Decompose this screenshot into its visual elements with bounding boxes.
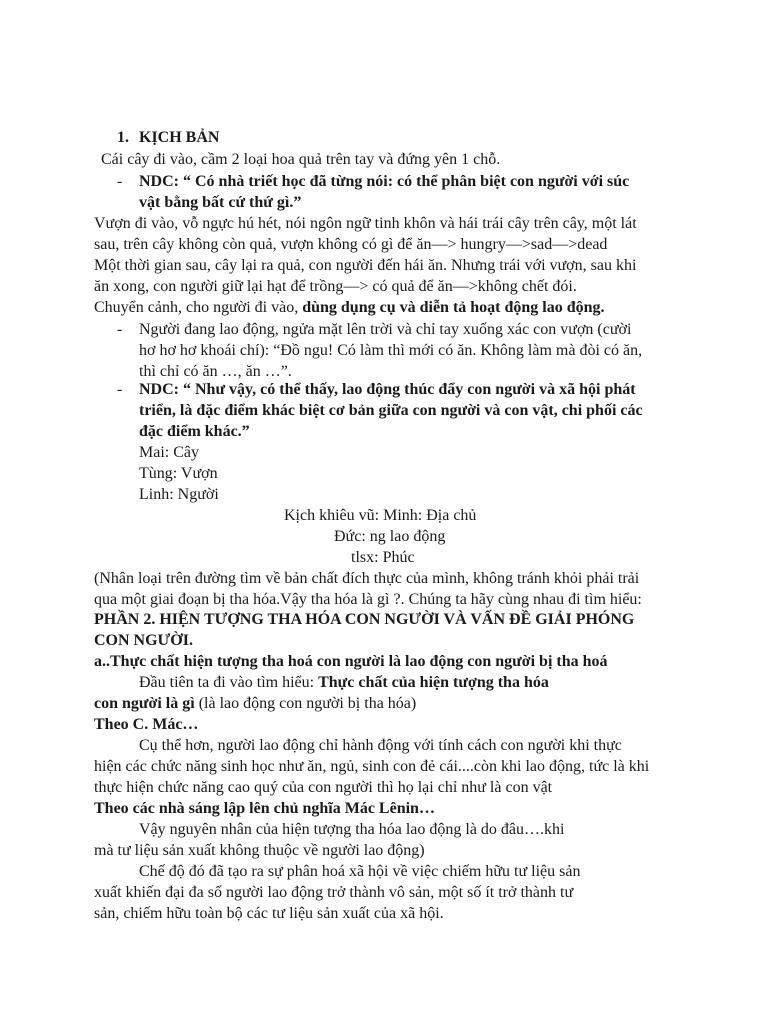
subheading-marx: Theo C. Mác… [94, 716, 199, 733]
ndc-quote-line: vật bằng bất cứ thứ gì.” [139, 194, 302, 211]
paragraph-line [139, 673, 549, 693]
section-heading: PHẦN 2. HIỆN TƯỢNG THA HÓA CON NGƯỜI VÀ VẤN ĐỀ GIẢI PHÓNG [94, 611, 635, 628]
paragraph-line: (Nhân loại trên đường tìm về bản chất đích thực của mình, không tránh khỏi phải trải [94, 570, 640, 587]
list-item-line: Người đang lao động, ngửa mặt lên trời và chỉ tay xuống xác con vượn (cười [139, 321, 632, 338]
cast-line: Linh: Người [139, 486, 219, 503]
text-run-bold: con người là gì [94, 695, 195, 712]
list-bullet: - [117, 321, 123, 338]
paragraph-line: thực hiện chức năng cao quý của con người thì họ lại chỉ như là con vật [94, 779, 553, 796]
paragraph-line [94, 694, 416, 714]
text-run: Đầu tiên ta đi vào tìm hiểu: [139, 674, 319, 691]
section-heading: CON NGƯỜI. [94, 632, 193, 649]
subsection-heading: a..Thực chất hiện tượng tha hoá con người là lao động con người bị tha hoá [94, 653, 608, 670]
paragraph-line: Vượn đi vào, vỗ ngực hú hét, nói ngôn ngữ tinh khôn và hái trái cây trên cây, một lát [94, 215, 637, 232]
ndc-quote-line: đặc điểm khác.” [139, 423, 250, 440]
heading-kich-ban: KỊCH BẢN [139, 129, 220, 146]
list-bullet: - [117, 173, 123, 190]
paragraph-line: Chế độ đó đã tạo ra sự phân hoá xã hội về việc chiếm hữu tư liệu sản [139, 863, 581, 880]
text-run: (là lao động con người bị tha hóa) [194, 695, 417, 712]
paragraph-line: xuất khiến đại đa số người lao động trở thành vô sản, một số ít trở thành tư [94, 884, 574, 901]
ndc-quote-line: NDC: “ Có nhà triết học đã từng nói: có thể phân biệt con người với súc [139, 173, 630, 190]
cast-line: Mai: Cây [139, 444, 199, 461]
heading-number: 1. [117, 129, 129, 146]
cast-line: Tùng: Vượn [139, 465, 218, 482]
paragraph-line [94, 298, 605, 318]
cast-line-centered: Đức: ng lao động [334, 528, 446, 545]
text-run-bold: dùng dụng cụ và diễn tả hoạt động lao động. [302, 299, 605, 316]
subheading-founders: Theo các nhà sáng lập lên chủ nghĩa Mác Lênin… [94, 800, 435, 817]
paragraph-line: Vậy nguyên nhân của hiện tượng tha hóa lao động là do đâu….khi [139, 821, 565, 838]
ndc-quote-line: NDC: “ Như vậy, có thể thấy, lao động thúc đẩy con người và xã hội phát [139, 381, 636, 398]
paragraph-line: mà tư liệu sản xuất không thuộc về người lao động) [94, 842, 425, 859]
ndc-quote-line: triển, là đặc điểm khác biệt cơ bản giữa con người và con vật, chi phối các [139, 402, 643, 419]
list-bullet: - [117, 381, 123, 398]
paragraph-line: ăn xong, con người giữ lại hạt để trồng—> có quả để ăn—>không chết đói. [94, 278, 577, 295]
paragraph-line: Một thời gian sau, cây lại ra quả, con người đến hái ăn. Nhưng trái với vượn, sau khi [94, 257, 637, 274]
cast-line-centered: Kịch khiêu vũ: Minh: Địa chủ [284, 507, 477, 524]
text-run: Chuyển cảnh, cho người đi vào, [94, 299, 303, 316]
list-item-line: hơ hơ hơ khoái chí): “Đồ ngu! Có làm thì mới có ăn. Không làm mà đòi có ăn, [139, 342, 643, 359]
cast-line-centered: tlsx: Phúc [351, 549, 415, 566]
paragraph-line: sản, chiếm hữu toàn bộ các tư liệu sản xuất của xã hội. [94, 905, 444, 922]
paragraph-line: sau, trên cây không còn quả, vượn không có gì để ăn—> hungry—>sad—>dead [94, 236, 608, 253]
paragraph-line: hiện các chức năng sinh học như ăn, ngủ, sinh con đẻ cái....còn khi lao động, tức là khi [94, 758, 650, 775]
list-item-line: thì chỉ có ăn …, ăn …”. [139, 363, 292, 380]
paragraph-line: qua một giai đoạn bị tha hóa.Vậy tha hóa là gì ?. Chúng ta hãy cùng nhau đi tìm hiểu: [94, 591, 642, 608]
text-run-bold: Thực chất của hiện tượng tha hóa [318, 674, 549, 691]
paragraph-line: Cái cây đi vào, cầm 2 loại hoa quả trên tay và đứng yên 1 chỗ. [101, 151, 501, 168]
paragraph-line: Cụ thể hơn, người lao động chỉ hành động với tính cách con người khi thực [139, 737, 622, 754]
